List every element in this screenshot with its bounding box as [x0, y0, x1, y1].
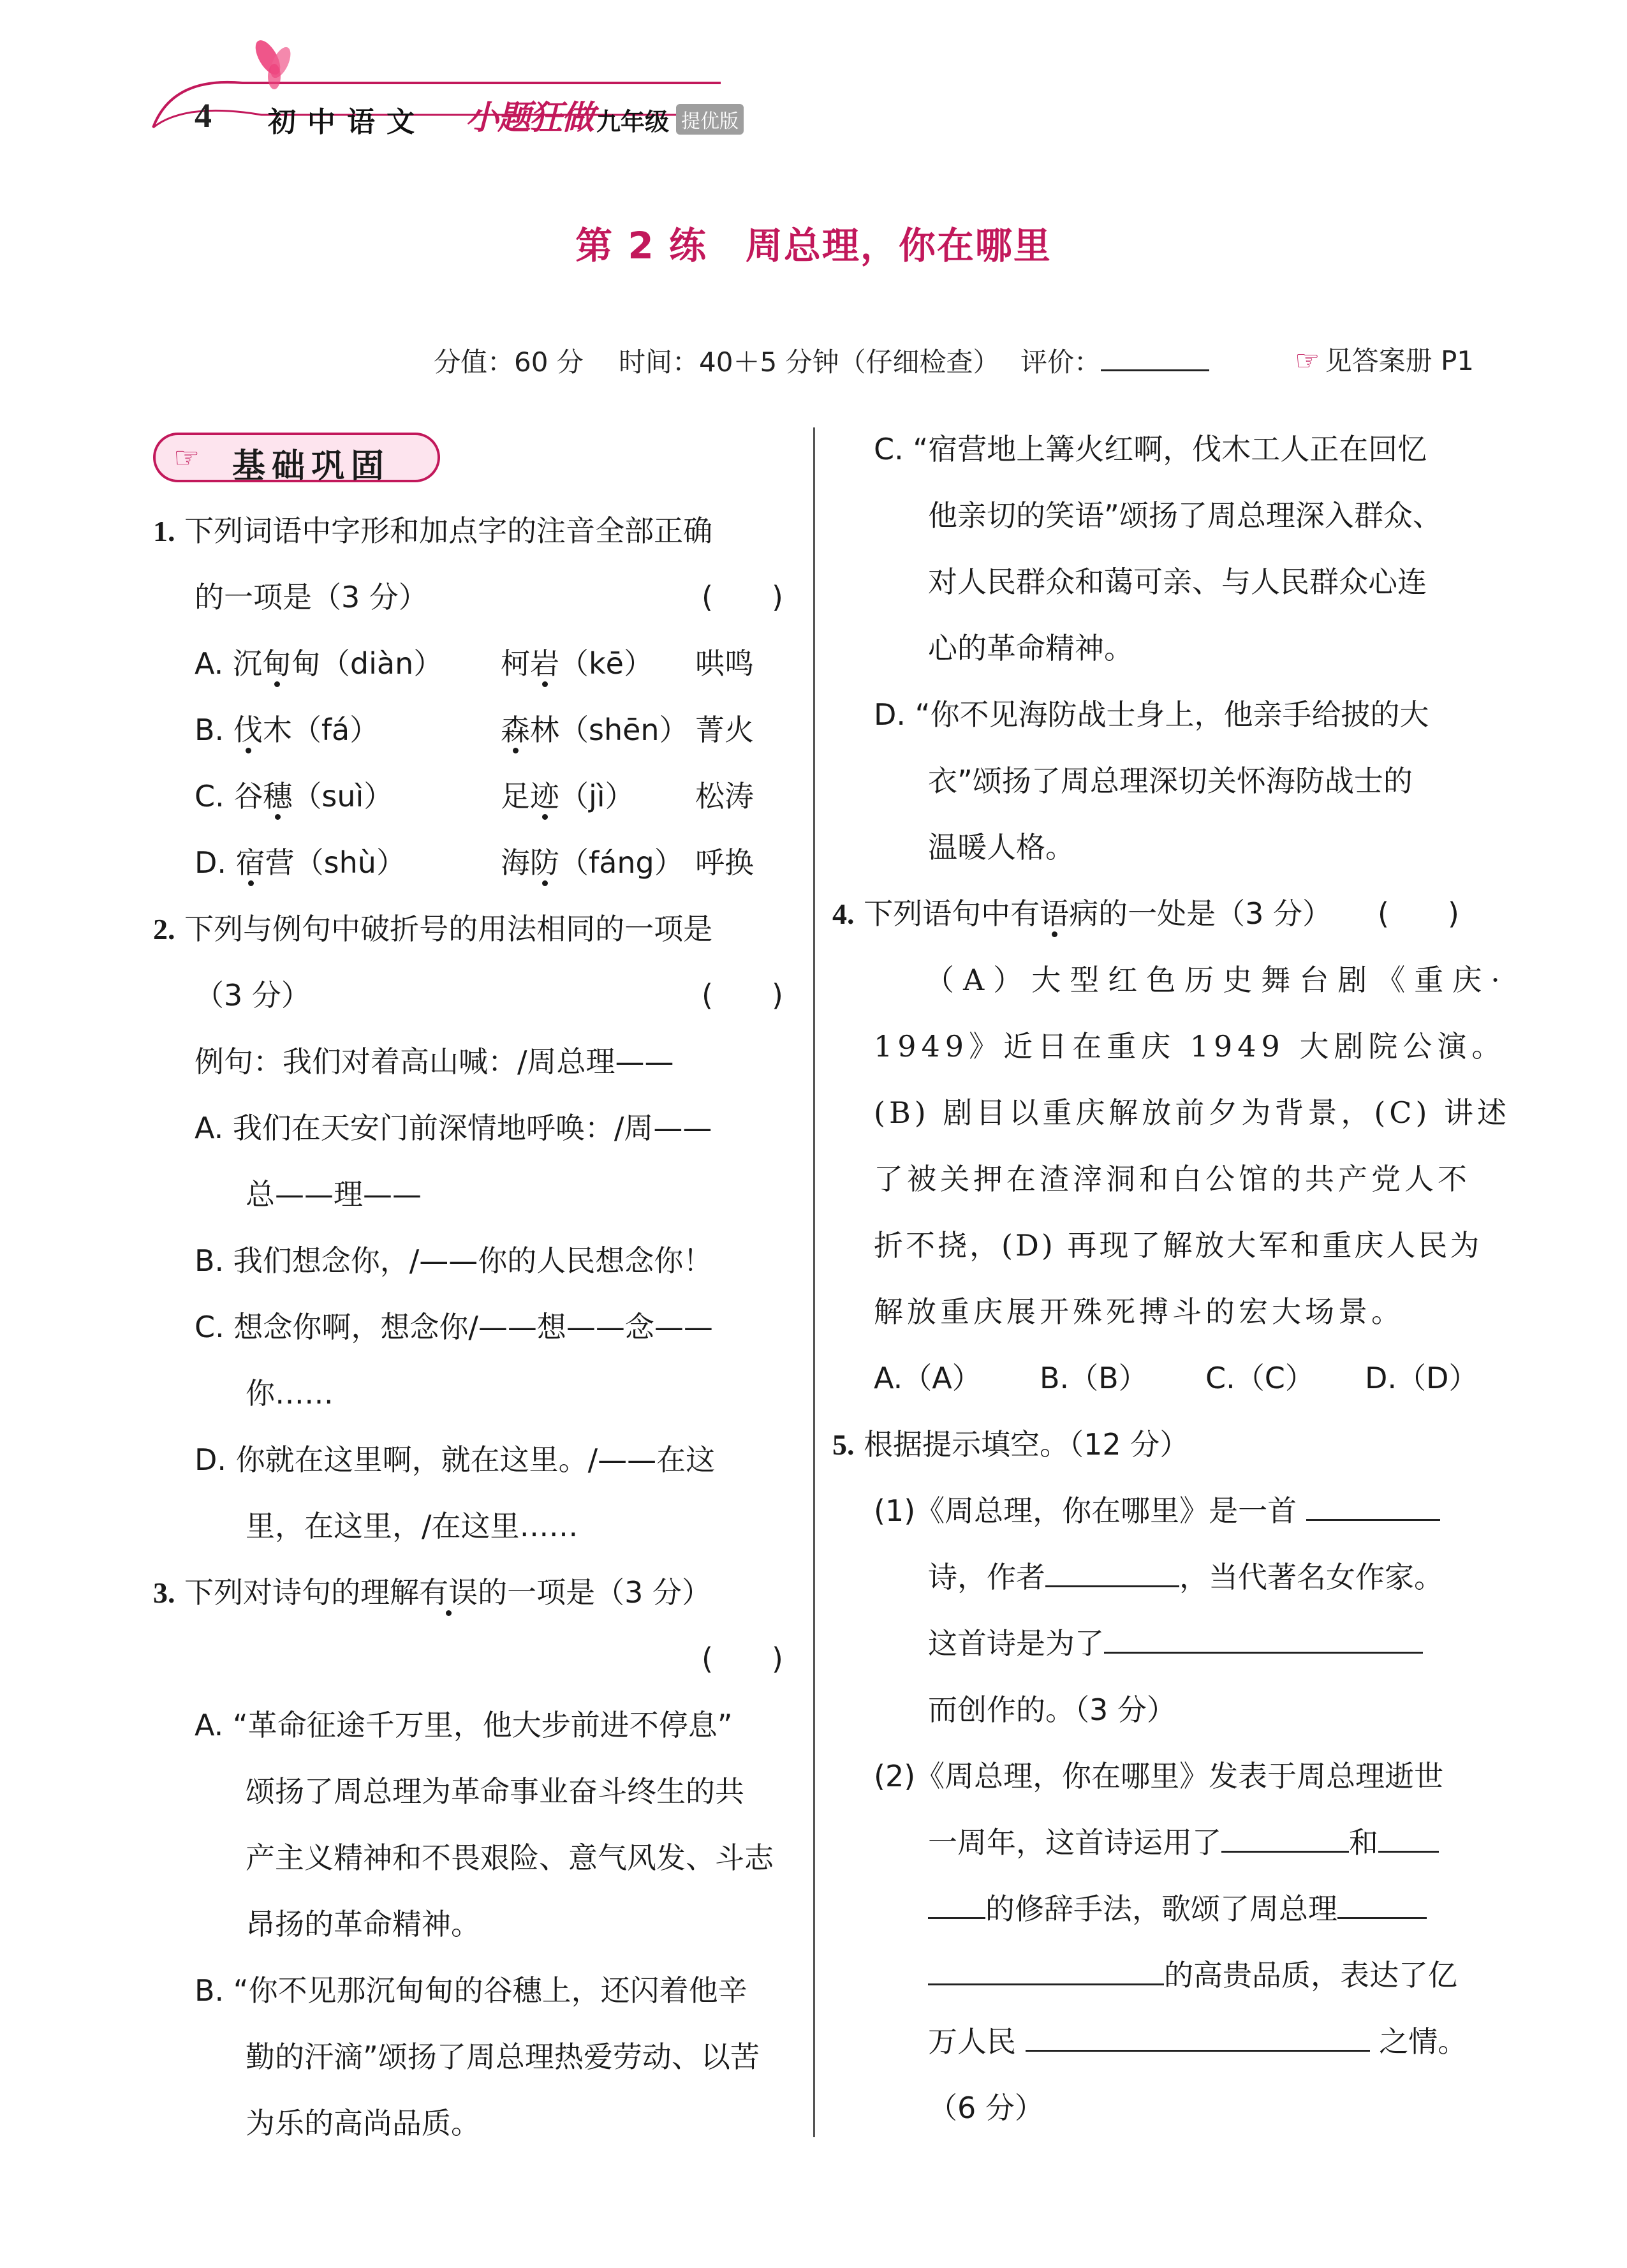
dotted-char: 迹 — [530, 779, 559, 813]
word-text: 沉 — [232, 646, 262, 681]
option-b-cont: 为乐的高尚品质。 — [246, 2106, 480, 2140]
sub-question-1-cont — [928, 1610, 1423, 1677]
sub-question-2: (2)《周总理，你在哪里》发表于周总理逝世 — [874, 1759, 1444, 1793]
question-number: 1. — [153, 515, 175, 547]
sub-question-text: 的修辞手法，歌颂了周总理 — [985, 1892, 1337, 1926]
word-text: 谷 — [233, 779, 263, 813]
word-text: （jì） — [559, 779, 635, 813]
option-d[interactable]: D.（D） — [1365, 1361, 1478, 1395]
sub-question-1-cont: 而创作的。（3 分） — [928, 1693, 1176, 1727]
word-text: 足 — [501, 779, 530, 813]
option-a-cont: 昂扬的革命精神。 — [246, 1907, 480, 1941]
answer-paren[interactable]: ( ) — [1378, 896, 1459, 931]
fill-blank[interactable] — [1026, 2020, 1370, 2052]
pointing-hand-icon: ☞ — [173, 440, 200, 475]
q3-option-c-cont: 他亲切的笑语”颂扬了周总理深入群众、 — [928, 498, 1442, 533]
option-d-cont: 里，在这里，/在这里…… — [246, 1509, 578, 1543]
question-stem: 下列对诗句的理解 — [184, 1575, 420, 1610]
sub-question-text: (1)《周总理，你在哪里》是一首 — [874, 1493, 1297, 1528]
answer-ref-text: 见答案册 P1 — [1325, 345, 1474, 376]
pointing-hand-icon: ☞ — [1295, 345, 1320, 377]
fill-blank[interactable] — [928, 1888, 985, 1919]
q3-option-c-cont: 心的革命精神。 — [928, 631, 1133, 665]
sub-question-1 — [874, 1478, 1440, 1544]
option-b-word-3: 菁火 — [695, 713, 754, 747]
question-number: 3. — [153, 1576, 175, 1609]
grade-label: 九年级 — [596, 108, 670, 136]
word-text: （fáng） — [559, 845, 684, 880]
option-a-cont: 产主义精神和不畏艰险、意气风发、斗志 — [246, 1841, 774, 1875]
score-info: 分值：60 分 — [434, 346, 584, 378]
option-b-cont: 勤的汗滴”颂扬了周总理热爱劳动、以苦 — [246, 2040, 760, 2074]
sub-question-text: 和 — [1349, 1825, 1378, 1860]
word-text: （kē） — [559, 646, 653, 681]
subject-label: 初中语文 — [268, 106, 426, 138]
word-text: 营（shù） — [265, 845, 406, 880]
sub-question-2-cont — [928, 2008, 1467, 2075]
question-stem-cont: 的一处是（3 分） — [1098, 896, 1332, 931]
answer-paren[interactable]: ( ) — [702, 978, 783, 1012]
dotted-char: 穗 — [263, 779, 293, 813]
option-a-cont: 颂扬了周总理为革命事业奋斗终生的共 — [246, 1774, 744, 1809]
option-c[interactable]: C.（C） — [1205, 1361, 1314, 1395]
word-text: 林（shēn） — [530, 713, 689, 747]
rating-label: 评价： — [1020, 346, 1101, 378]
sub-question-text: 之情。 — [1379, 2024, 1468, 2059]
question-1-stem-cont: 的一项是（3 分） — [195, 580, 428, 614]
sub-question-text: 的高贵品质，表达了亿 — [1164, 1958, 1457, 1992]
dotted-char: 防 — [530, 845, 559, 880]
sub-question-2-cont — [928, 1809, 1439, 1876]
dotted-char: 宿 — [235, 845, 265, 880]
answer-paren[interactable]: ( ) — [702, 580, 783, 614]
emphasis-dotted: 有语病 — [1010, 896, 1099, 931]
q3-option-d-cont: 温暖人格。 — [928, 830, 1075, 864]
option-a[interactable]: A. 我们在天安门前深情地呼唤：/周—— — [195, 1111, 712, 1145]
fill-blank[interactable] — [1337, 1888, 1427, 1919]
option-c[interactable]: C. 想念你啊，想念你/——想——念—— — [195, 1310, 713, 1344]
passage-line: 了被关押在渣滓洞和白公馆的共产党人不 — [874, 1162, 1471, 1196]
dotted-char: 岩 — [530, 646, 559, 681]
q3-option-c[interactable]: C. “宿营地上篝火红啊，伐木工人正在回忆 — [874, 432, 1427, 466]
fill-blank[interactable] — [1378, 1821, 1439, 1853]
option-d[interactable]: D. 你就在这里啊，就在这里。/——在这 — [195, 1442, 716, 1477]
sub-question-2-cont — [928, 1876, 1427, 1942]
option-label: A. — [195, 646, 224, 681]
option-a[interactable]: A.（A） — [874, 1361, 982, 1395]
fill-blank[interactable] — [1306, 1490, 1440, 1521]
q3-option-d-cont: 衣”颂扬了周总理深切关怀海防战士的 — [928, 764, 1413, 798]
q3-option-c-cont: 对人民群众和蔼可亲、与人民群众心连 — [928, 565, 1427, 599]
question-2-stem-cont: （3 分） — [195, 978, 311, 1012]
question-number: 2. — [153, 913, 175, 945]
brand-logo: 小题狂做 — [466, 99, 594, 137]
edition-badge: 提优版 — [676, 104, 744, 135]
page-title: 第 2 练 周总理，你在哪里 — [575, 224, 1052, 267]
option-b[interactable]: B. “你不见那沉甸甸的谷穗上，还闪着他辛 — [195, 1973, 747, 2008]
sub-question-2-cont — [928, 1942, 1457, 2008]
sub-question-text: 万人民 — [928, 2024, 1016, 2059]
fill-blank[interactable] — [1221, 1821, 1349, 1853]
option-b[interactable]: B.（B） — [1040, 1361, 1148, 1395]
option-label: B. — [195, 713, 225, 747]
sub-question-text: 诗，作者 — [928, 1560, 1045, 1594]
word-text: （suì） — [292, 779, 394, 813]
option-a[interactable]: A. “革命征途千万里，他大步前进不停息” — [195, 1708, 733, 1742]
question-stem-cont: 的一项是（3 分） — [478, 1575, 712, 1610]
section-title: 基础巩固 — [232, 447, 391, 485]
option-d-word-3: 呼换 — [695, 845, 754, 880]
word-text: 柯 — [501, 646, 530, 681]
word-text: 海 — [501, 845, 530, 880]
option-a-cont: 总——理—— — [246, 1177, 422, 1212]
question-stem: 下列与例句中破折号的用法相同的一项是 — [184, 912, 713, 946]
passage-line: 折不挠，(D) 再现了解放大军和重庆人民为 — [874, 1228, 1482, 1263]
question-stem: 下列语句中 — [864, 896, 1011, 931]
dotted-char: 甸 — [261, 646, 291, 681]
passage-line: (B) 剧目以重庆解放前夕为背景，(C) 讲述 — [874, 1095, 1511, 1130]
option-c-cont: 你…… — [246, 1376, 334, 1411]
q3-option-d[interactable]: D. “你不见海防战士身上，他亲手给披的大 — [874, 697, 1429, 732]
passage-line: （A）大型红色历史舞台剧《重庆· — [925, 963, 1509, 997]
sub-question-text: 一周年，这首诗运用了 — [928, 1825, 1221, 1860]
option-label: D. — [195, 845, 227, 880]
dotted-char: 森 — [501, 713, 530, 747]
option-label: C. — [195, 779, 225, 813]
question-number: 4. — [832, 898, 855, 930]
option-a-word-3: 哄鸣 — [695, 646, 754, 681]
sub-question-2-cont: （6 分） — [928, 2091, 1044, 2125]
passage-line: 解放重庆展开殊死搏斗的宏大场景。 — [874, 1294, 1404, 1329]
question-4 — [832, 880, 1332, 947]
sub-question-text: 这首诗是为了 — [928, 1626, 1104, 1661]
answer-paren[interactable]: ( ) — [702, 1642, 783, 1676]
fill-blank[interactable] — [1104, 1622, 1423, 1654]
question-stem: 根据提示填空。（12 分） — [864, 1427, 1189, 1462]
question-5 — [832, 1411, 1189, 1478]
question-number: 5. — [832, 1428, 855, 1461]
option-b[interactable]: B. 我们想念你，/——你的人民想念你！ — [195, 1243, 713, 1278]
dotted-char: 伐 — [233, 713, 263, 747]
time-info: 时间：40＋5 分钟（仔细检查） — [619, 346, 1000, 378]
question-stem: 下列词语中字形和加点字的注音全部正确 — [184, 514, 713, 548]
page-number: 4 — [195, 96, 212, 135]
sub-question-text: ，当代著名女作家。 — [1179, 1560, 1443, 1594]
word-text: 木（fá） — [262, 713, 379, 747]
emphasis-dotted: 有误 — [419, 1575, 478, 1610]
fill-blank[interactable] — [928, 1954, 1164, 1985]
word-text: 甸（diàn） — [291, 646, 443, 681]
sub-question-1-cont — [928, 1544, 1443, 1610]
example-sentence: 例句：我们对着高山喊：/周总理—— — [195, 1044, 674, 1079]
fill-blank[interactable] — [1045, 1556, 1179, 1587]
passage-line: 1949》近日在重庆 1949 大剧院公演。 — [874, 1029, 1506, 1064]
option-c-word-3: 松涛 — [695, 779, 754, 813]
